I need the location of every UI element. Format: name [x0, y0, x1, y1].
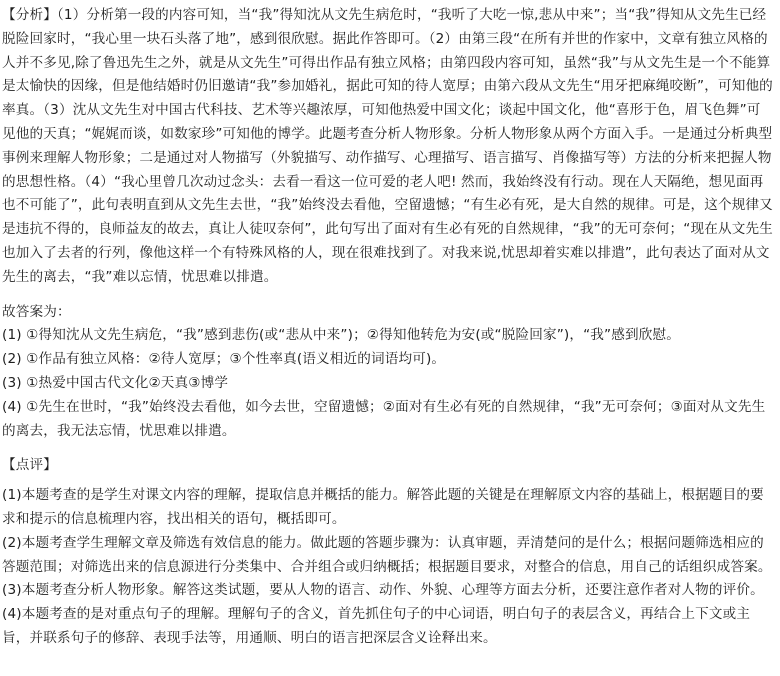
answer-heading: 故答案为：	[2, 303, 71, 320]
comment-item-4: (4)本题考查的是对重点句子的理解。理解句子的含义，首先抓住句子的中心词语，明白句子的表层含义，再结合上下文或主旨，并联系句子的修辞、表现手法等，用通顺、明白的语言把深层含义诠释出来。	[2, 606, 751, 646]
answer-item-3: (3) ①热爱中国古代文化②天真③博学	[2, 374, 229, 391]
comment-item-1: (1)本题考查的是学生对课文内容的理解，提取信息并概括的能力。解答此题的关键是在理解原文内容的基础上，根据题目的要求和提示的信息梳理内容，找出相关的语句，概括即可。	[2, 487, 764, 527]
comment-item-3: (3)本题考查分析人物形象。解答这类试题，要从人物的语言、动作、外貌、心理等方面去分析，还要注意作者对人物的评价。	[2, 582, 764, 599]
section-spacer	[2, 290, 774, 301]
answer-item-4: (4) ①先生在世时，“我”始终没去看他，如今去世，空留遗憾；②面对有生必有死的自然规律，“我”无可奈何；③面对从文先生的离去，我无法忘情，忧思难以排遣。	[2, 398, 766, 439]
section-spacer	[2, 443, 774, 454]
answer-item-2: (2) ①作品有独立风格：②待人宽厚；③个性率真(语义相近的词语均可)。	[2, 351, 446, 368]
comment-heading: 【点评】	[2, 457, 57, 474]
analysis-paragraph: 【分析】（1）分析第一段的内容可知，当“我”得知沈从文先生病危时，“我听了大吃一惊,悲从中来”；当“我”得知从文先生已经脱险回家时，“我心里一块石头落了地”，感到很欣慰。据此作答即可。（2）由第三段“在所有并世的作家中，文章有独立风格的人并不多见,除了鲁迅先生之外，就是从文先生”可得出作品有独立风格；由第四段内容可知，虽然“我”与从文先生是一个不能算是太愉快的因缘，但是他结婚时仍旧邀请“我”参加婚礼，据此可知的待人宽厚；由第六段从文先生“用牙把麻绳咬断”，可知他的率真。（3）沈从文先生对中国古代科技、艺术等兴趣浓厚，可知他热爱中国文化；谈起中国文化，他“喜形于色，眉飞色舞”可见他的天真；“娓娓而谈，如数家珍”可知他的博学。此题考查分析人物形象。分析人物形象从两个方面入手。一是通过分析典型事例来理解人物形象；二是通过对人物描写（外貌描写、动作描写、心理描写、语言描写、肖像描写等）方法的分析来把握人物的思想性格。（4）“我心里曾几次动过念头：去看一看这一位可爱的老人吧! 然而，我始终没有行动。现在人天隔绝，想见面再也不可能了”，此句表明直到从文先生去世，“我”始终没去看他，空留遗憾；“有生必有死，是大自然的规律。可是，这个规律又是违抗不得的，良师益友的故去，真让人徒叹奈何”，此句写出了面对有生必有死的自然规律，“我”的无可奈何；“现在从文先生也加入了去者的行列，像他这样一个有特殊风格的人，现在很难找到了。对我来说,忧思却着实难以排遣”，此句表达了面对从文先生的离去，“我”难以忘情，忧思难以排遣。	[2, 7, 773, 285]
comment-item-2: (2)本题考查学生理解文章及筛选有效信息的能力。做此题的答题步骤为：认真审题，弄清楚问的是什么；根据问题筛选相应的答题范围；对筛选出来的信息源进行分类集中、合并组合或归纳概括；根据题目要求，对整合的信息，用自己的话组织成答案。	[2, 534, 772, 575]
answer-item-1: (1) ①得知沈从文先生病危，“我”感到悲伤(或“悲从中来”)；②得知他转危为安(或“脱险回家”)，“我”感到欣慰。	[2, 327, 680, 344]
